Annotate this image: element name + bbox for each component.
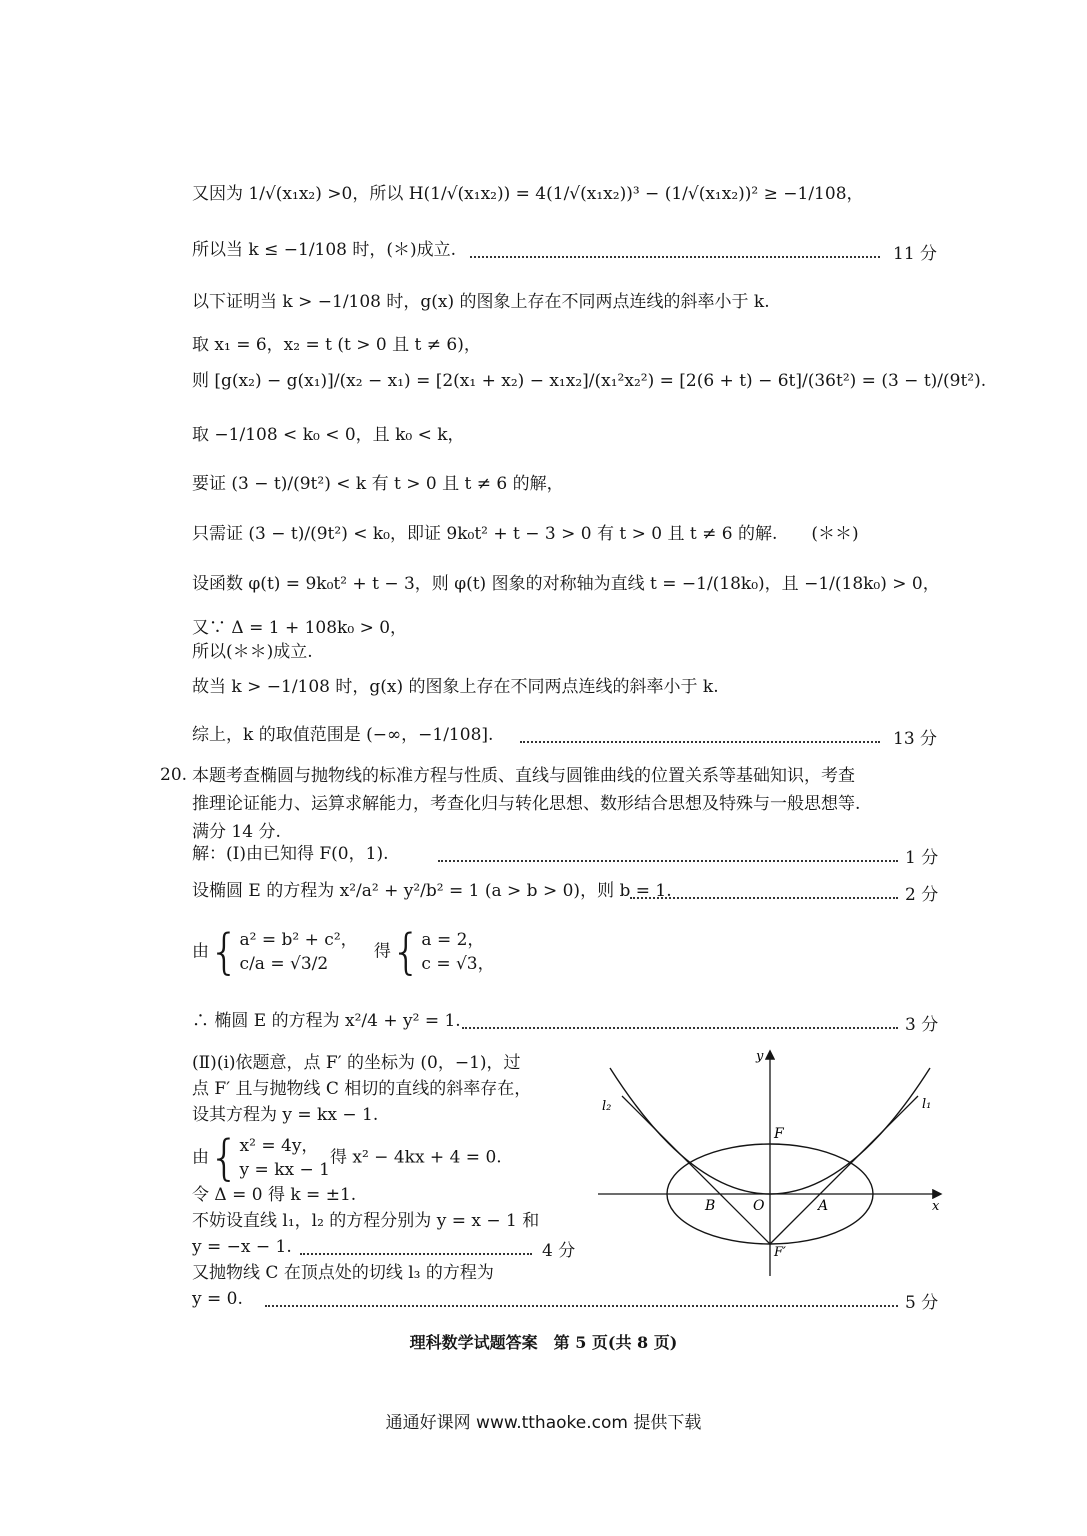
system-eq-1: a² = b² + c²， [239, 930, 358, 950]
line-delta: 又∵ Δ = 1 + 108k₀ > 0， [192, 618, 408, 638]
leader-dots [265, 1305, 898, 1307]
line-therefore: 故当 k > −1/108 时，g(x) 的图象上存在不同两点连线的斜率小于 k. [192, 677, 719, 697]
line-phi-function: 设函数 φ(t) = 9k₀t² + t − 3，则 φ(t) 图象的对称轴为直线 t = −1/(18k₀)，且 −1/(18k₀) > 0， [192, 574, 940, 594]
solution-system-ac [192, 924, 495, 980]
left-brace: { [209, 1130, 240, 1186]
leader-dots [520, 741, 880, 743]
solution-step-2: 设椭圆 E 的方程为 x²/a² + y²/b² = 1 (a > b > 0)，则 b = 1. [192, 881, 672, 901]
line-l2-label: l₂ [602, 1099, 612, 1114]
system-eq-2: y = kx − 1 [239, 1160, 330, 1180]
leader-dots [470, 256, 880, 258]
part2-line-l3: 又抛物线 C 在顶点处的切线 l₃ 的方程为 [192, 1263, 494, 1283]
system-left [240, 928, 358, 976]
line-summary: 综上，k 的取值范围是 (−∞，−1/108]. [192, 725, 494, 745]
score-11: 11 分 [893, 244, 938, 264]
system-right [421, 928, 494, 976]
line-proof-intro: 以下证明当 k > −1/108 时，g(x) 的图象上存在不同两点连线的斜率小于 k. [192, 292, 770, 312]
part2-line-y0: y = 0. [192, 1289, 243, 1309]
download-watermark: 通通好课网 www.tthaoke.com 提供下载 [385, 1413, 702, 1433]
ellipse-parabola-figure [590, 1040, 950, 1280]
line-l2 [622, 1096, 770, 1244]
leader-dots [438, 860, 898, 862]
leader-dots [300, 1253, 532, 1255]
line-conclusion-star: 所以当 k ≤ −1/108 时，(＊)成立. [192, 240, 457, 260]
score-1: 1 分 [905, 848, 939, 868]
part2-line-delta: 令 Δ = 0 得 k = ±1. [192, 1185, 357, 1205]
q20-intro-1: 本题考查椭圆与抛物线的标准方程与性质、直线与圆锥曲线的位置关系等基础知识，考查 [192, 766, 855, 786]
left-brace: { [390, 924, 422, 980]
line-take-x: 取 x₁ = 6，x₂ = t (t > 0 且 t ≠ 6)， [192, 335, 481, 355]
part2-line-1: (Ⅱ)(ⅰ)依题意，点 F′ 的坐标为 (0，−1)，过 [192, 1053, 521, 1073]
line-slope-formula: 则 [g(x₂) − g(x₁)]/(x₂ − x₁) = [2(x₁ + x₂) − x₁x₂]/(x₁²x₂²) = [2(6 + t) − 6t]/(36t²) = (3 − t)/(9t²). [192, 371, 987, 391]
system-sol-1: a = 2， [421, 930, 485, 950]
origin-label: O [753, 1198, 765, 1214]
score-2: 2 分 [905, 885, 939, 905]
line-only-need: 只需证 (3 − t)/(9t²) < k₀，即证 9k₀t² + t − 3 > 0 有 t > 0 且 t ≠ 6 的解. (＊＊) [192, 524, 859, 544]
part2-line-3: 设其方程为 y = kx − 1. [192, 1105, 379, 1125]
score-4: 4 分 [542, 1241, 576, 1261]
part2-line-2: 点 F′ 且与抛物线 C 相切的直线的斜率存在， [192, 1079, 532, 1099]
system-tangent [240, 1134, 330, 1182]
line-l1-label: l₁ [922, 1097, 932, 1112]
score-13: 13 分 [893, 729, 938, 749]
point-A-label: A [818, 1198, 829, 1214]
solution-step-3: ∴ 椭圆 E 的方程为 x²/4 + y² = 1. [192, 1011, 461, 1031]
line-to-prove: 要证 (3 − t)/(9t²) < k 有 t > 0 且 t ≠ 6 的解， [192, 474, 564, 494]
line-take-k0: 取 −1/108 < k₀ < 0，且 k₀ < k， [192, 425, 465, 445]
leader-dots [462, 1027, 898, 1029]
point-Fprime-label: F′ [774, 1245, 786, 1260]
q20-intro-2: 推理论证能力、运算求解能力，考查化归与转化思想、数形结合思想及特殊与一般思想等. [192, 794, 861, 814]
system-result: 得 x² − 4kx + 4 = 0. [329, 1147, 502, 1168]
score-5: 5 分 [905, 1293, 939, 1313]
x-axis-label: x [932, 1199, 940, 1214]
point-B-label: B [705, 1198, 716, 1214]
page-footer: 理科数学试题答案 第 5 页(共 8 页) [409, 1333, 678, 1352]
solution-step-1: 解：(Ⅰ)由已知得 F(0，1). [192, 844, 389, 864]
part2-system [192, 1130, 502, 1186]
system-mid: 得 [373, 941, 391, 962]
y-axis-label: y [756, 1049, 764, 1064]
question-number: 20. [160, 765, 188, 785]
leader-dots [630, 897, 898, 899]
q20-intro-3: 满分 14 分. [192, 822, 281, 842]
system-sol-2: c = √3， [421, 954, 495, 974]
system-eq-1: x² = 4y， [239, 1136, 319, 1156]
point-F-label: F [774, 1126, 784, 1142]
part2-line-l1l2: 不妨设直线 l₁，l₂ 的方程分别为 y = x − 1 和 [192, 1211, 540, 1231]
system-prefix: 由 [192, 1147, 209, 1168]
line-inequality-H: 又因为 1/√(x₁x₂) >0，所以 H(1/√(x₁x₂)) = 4(1/√(x₁x₂))³ − (1/√(x₁x₂))² ≥ −1/108， [192, 184, 864, 204]
score-3: 3 分 [905, 1015, 939, 1035]
line-double-star: 所以(＊＊)成立. [192, 642, 313, 662]
left-brace: { [209, 924, 240, 980]
line-l1 [770, 1096, 918, 1244]
system-eq-2: c/a = √3/2 [239, 954, 329, 974]
part2-line-l2-eq: y = −x − 1. [192, 1237, 292, 1257]
system-prefix: 由 [192, 941, 209, 962]
